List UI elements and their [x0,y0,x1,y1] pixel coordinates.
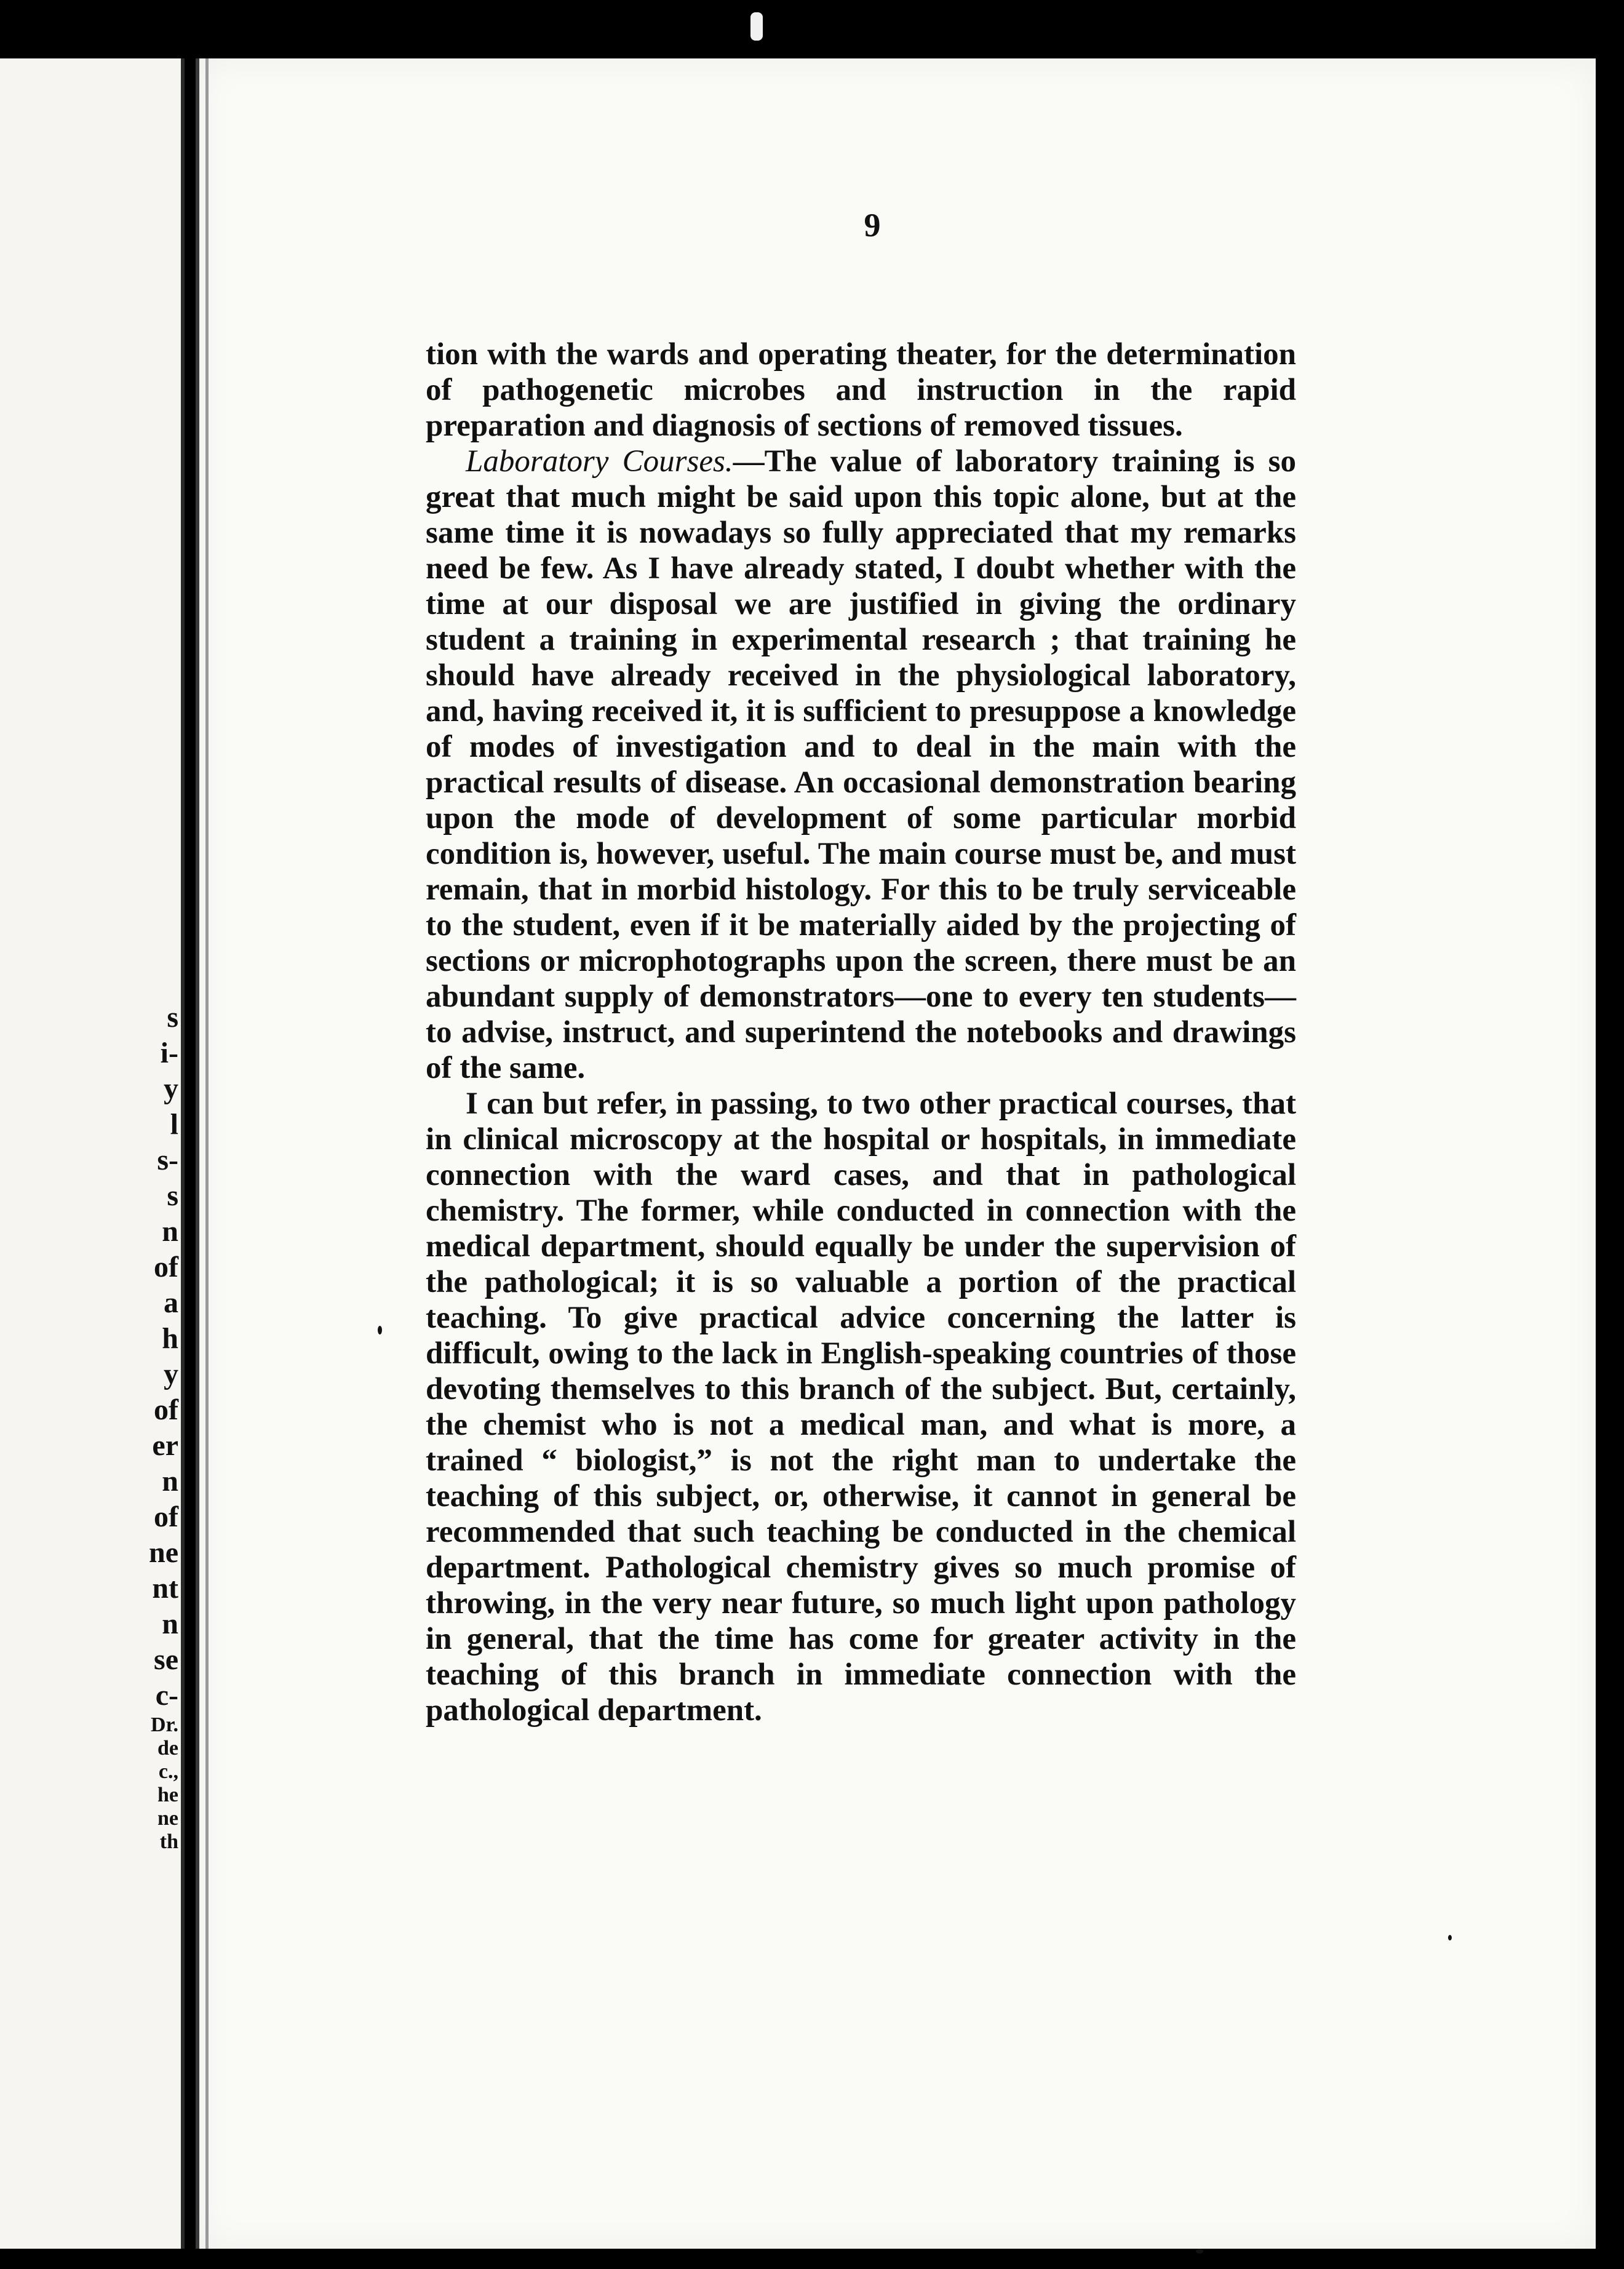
scan-mark-top [750,12,763,41]
margin-fragment: s [167,1179,178,1212]
margin-fragment: s- [157,1144,178,1176]
scan-speck [1448,1935,1452,1940]
margin-fragment: c- [155,1679,178,1712]
margin-fragment-small: c., [158,1760,178,1783]
margin-fragment: l [170,1108,178,1141]
scan-speck [1196,2249,1203,2254]
facing-page-text-fragments [0,1000,178,1854]
margin-fragment: n [162,1465,178,1497]
margin-fragment: n [162,1608,178,1640]
paragraph-continuation [426,337,1296,444]
margin-fragment: of [154,1501,178,1533]
paragraph-text: tion with the wards and operating theater, for the determination of pathogenetic microbes and instruction in the rapid preparation and diagnosis of sections of removed tissues. [426,337,1296,443]
margin-fragment-small: ne [157,1807,178,1830]
page-number: 9 [864,207,881,244]
body-text [426,337,1296,1728]
paragraph-text: I can but refer, in passing, to two other practical courses, that in clinical microscopy at the hospital or hospitals, in immediate connection with the ward cases, and that in pathological chemistry. The former, while conducted in connection with the medical department, should equally be under the supervision of the pathological; it is so valuable a portion of the practical teaching. To give practical advice concerning the latter is difficult, owing to the lack in English-speaking countries of those devoting themselves to this branch of the subject. But, certainly, the chemist who is not a medical man, and what is more, a trained “ biologist,” is not the right man to undertake the teaching of this subject, or, otherwise, it cannot in general be recommended that such teaching be conducted in the chemical department. Pathological chemistry gives so much promise of throwing, in the very near future, so much light upon pathology in general, that the time has come for greater activity in the teaching of this branch in immediate connection with the pathological department. [426,1087,1296,1728]
document-page [196,58,1596,2249]
margin-fragment: y [164,1072,178,1105]
margin-fragment: n [162,1215,178,1248]
scan-speck [378,1326,382,1334]
paragraph-laboratory-courses [426,444,1296,1086]
margin-fragment: i- [160,1037,178,1069]
margin-fragment: of [154,1251,178,1283]
facing-page-edge [0,58,185,2249]
margin-fragment: s [167,1001,178,1034]
margin-fragment: nt [152,1572,178,1605]
margin-fragment: a [164,1286,178,1319]
margin-fragment: of [154,1394,178,1426]
margin-fragment: er [152,1429,178,1462]
paragraph-text: —The value of laboratory training is so great that much might be said upon this topic alone, but at the same time it is nowadays so fully appreciated that my remarks need be few. As I have already stated, I doubt whether with the time at our disposal we are justified in giving the ordinary student a training in experimental research ; that training he should have already received in the physiological laboratory, and, having received it, it is sufficient to presuppose a knowledge of modes of investigation and to deal in the main with the practical results of disease. An occasional demonstration bearing upon the mode of development of some particular morbid condition is, however, useful. The main course must be, and must remain, that in morbid histology. For this to be truly serviceable to the student, even if it be materially aided by the projecting of sections or microphotographs upon the screen, there must be an abundant supply of demonstrators—one to every ten students—to advise, instruct, and superintend the notebooks and drawings of the same. [426,444,1297,1085]
margin-fragment: y [164,1358,178,1390]
margin-fragment-small: th [159,1830,178,1853]
margin-fragment: ne [149,1536,178,1569]
paragraph-practical-courses [426,1086,1296,1728]
margin-fragment-small: Dr. [150,1713,178,1736]
margin-fragment-small: he [157,1784,178,1806]
margin-fragment-small: de [157,1737,178,1760]
margin-fragment: se [154,1643,178,1676]
margin-fragment: h [162,1322,178,1355]
section-heading-laboratory-courses: Laboratory Courses. [466,444,733,479]
